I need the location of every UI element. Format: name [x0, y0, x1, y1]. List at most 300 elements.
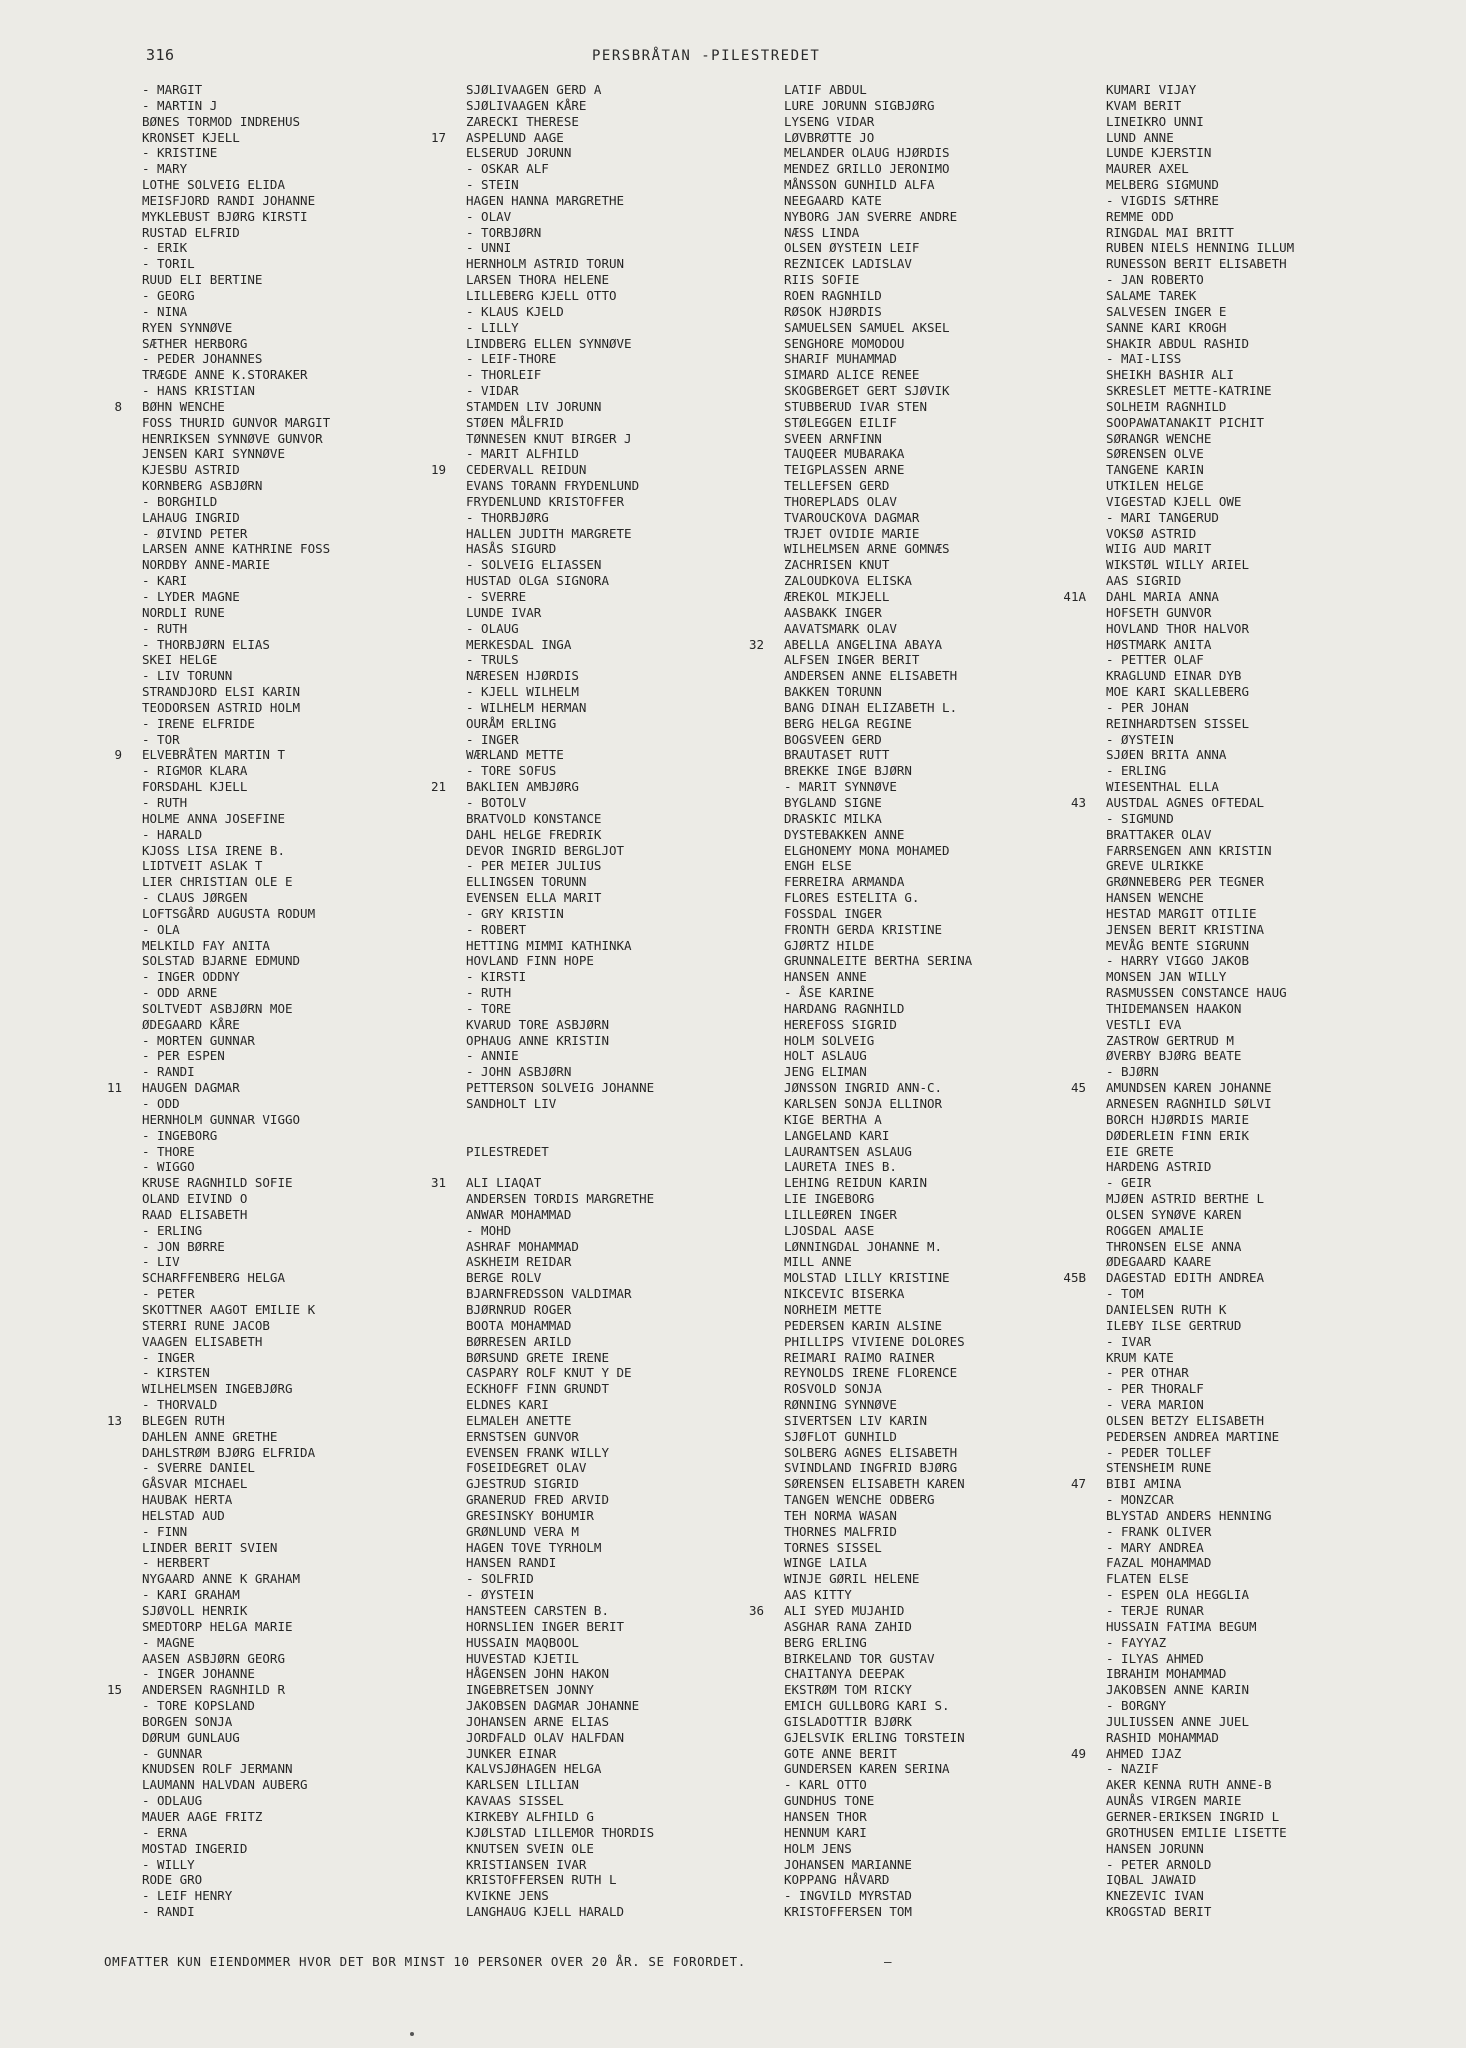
list-item: [738, 225, 1068, 241]
resident-name: NÆRESEN HJØRDIS: [466, 668, 579, 684]
resident-name: WÆRLAND METTE: [466, 747, 564, 763]
page-number: 316: [146, 46, 175, 64]
list-item: [420, 1223, 750, 1239]
resident-name: - LEIF-THORE: [466, 351, 557, 367]
list-item: [96, 82, 426, 98]
resident-name: - KRISTINE: [142, 145, 218, 161]
list-item: [1060, 716, 1390, 732]
list-item: [738, 193, 1068, 209]
list-item: [738, 1857, 1068, 1873]
list-item: [738, 763, 1068, 779]
resident-name: RIIS SOFIE: [784, 272, 860, 288]
list-item: [420, 288, 750, 304]
resident-name: LIER CHRISTIAN OLE E: [142, 874, 293, 890]
list-item: [96, 1223, 426, 1239]
list-item: [420, 1619, 750, 1635]
list-item: [1060, 1698, 1390, 1714]
resident-name: OLSEN BETZY ELISABETH: [1106, 1412, 1265, 1428]
list-item: [1060, 1476, 1390, 1492]
resident-name: SALVESEN INGER E: [1106, 303, 1227, 319]
resident-name: HUSSAIN MAQBOOL: [466, 1634, 579, 1650]
resident-name: - FRANK OLIVER: [1106, 1523, 1212, 1539]
resident-name: - WILHELM HERMAN: [466, 699, 587, 715]
house-number: 8: [114, 398, 122, 414]
list-item: [96, 510, 426, 526]
list-item: [738, 1635, 1068, 1651]
list-item: [1060, 1159, 1390, 1175]
resident-name: - IRENE ELFRIDE: [142, 715, 255, 731]
list-item: [420, 209, 750, 225]
resident-name: - BJØRN: [1106, 1064, 1159, 1080]
list-item: [1060, 1888, 1390, 1904]
list-item: [1060, 1302, 1390, 1318]
list-item: [738, 1175, 1068, 1191]
resident-name: DRASKIC MILKA: [784, 810, 882, 826]
resident-name: RASHID MOHAMMAD: [1106, 1729, 1219, 1745]
resident-name: MEISFJORD RANDI JOHANNE: [142, 192, 316, 208]
resident-name: HUVESTAD KJETIL: [466, 1650, 579, 1666]
list-item: [420, 1793, 750, 1809]
resident-name: - OLAUG: [466, 620, 519, 636]
list-item: [420, 1365, 750, 1381]
resident-name: GUNDHUS TONE: [784, 1793, 875, 1809]
resident-name: - THORBJØRG: [466, 509, 549, 525]
list-item: [1060, 1286, 1390, 1302]
list-item: [738, 1128, 1068, 1144]
resident-name: - PER THORALF: [1106, 1381, 1204, 1397]
list-item: [1060, 1540, 1390, 1556]
resident-name: - GUNNAR: [142, 1745, 203, 1761]
resident-name: HESTAD MARGIT OTILIE: [1106, 905, 1257, 921]
resident-name: WILHELMSEN ARNE GOMNÆS: [784, 541, 950, 557]
list-item: [1060, 1809, 1390, 1825]
resident-name: SVEEN ARNFINN: [784, 430, 882, 446]
list-item: [1060, 890, 1390, 906]
resident-name: - MARGIT: [142, 82, 203, 97]
resident-name: RØNNING SYNNØVE: [784, 1397, 897, 1413]
resident-name: REZNICEK LADISLAV: [784, 256, 912, 272]
footer-mark: –: [884, 1954, 892, 1969]
resident-name: BRATVOLD KONSTANCE: [466, 810, 602, 826]
resident-name: - ANNIE: [466, 1048, 519, 1064]
list-item: [420, 858, 750, 874]
resident-name: STØEN MÅLFRID: [466, 414, 564, 430]
resident-name: JENSEN BERIT KRISTINA: [1106, 921, 1265, 937]
list-item: [420, 557, 750, 573]
list-item: [1060, 1365, 1390, 1381]
list-item: [738, 1524, 1068, 1540]
list-item: [420, 304, 750, 320]
list-item: [420, 953, 750, 969]
list-item: [738, 336, 1068, 352]
list-item: [1060, 494, 1390, 510]
list-item: [96, 494, 426, 510]
resident-name: - RUTH: [142, 620, 188, 636]
list-item: [1060, 240, 1390, 256]
resident-name: GRØNLUND VERA M: [466, 1523, 579, 1539]
resident-name: SHAKIR ABDUL RASHID: [1106, 335, 1249, 351]
list-item: [96, 922, 426, 938]
resident-name: SKOGBERGET GERT SJØVIK: [784, 383, 950, 399]
list-item: [420, 98, 750, 114]
resident-name: SOLTVEDT ASBJØRN MOE: [142, 1000, 293, 1016]
house-number: 36: [748, 1603, 764, 1618]
list-item: [1060, 288, 1390, 304]
list-item: [1060, 922, 1390, 938]
list-item: [96, 272, 426, 288]
resident-name: KROGSTAD BERIT: [1106, 1904, 1212, 1920]
list-item: [738, 1460, 1068, 1476]
resident-name: ANDERSEN RAGNHILD R: [142, 1682, 285, 1698]
resident-name: - PETTER OLAF: [1106, 652, 1204, 668]
list-item: [420, 938, 750, 954]
resident-name: LILLEBERG KJELL OTTO: [466, 287, 617, 303]
list-item: [738, 526, 1068, 542]
list-item: [738, 1445, 1068, 1461]
list-item: [420, 1064, 750, 1080]
list-item: [1060, 1571, 1390, 1587]
list-item: [420, 1239, 750, 1255]
resident-name: KAVAAS SISSEL: [466, 1793, 564, 1809]
resident-name: KVIKNE JENS: [466, 1888, 549, 1904]
list-item: [96, 462, 426, 478]
list-item: [420, 890, 750, 906]
resident-name: - WILLY: [142, 1856, 195, 1872]
resident-name: - INGVILD MYRSTAD: [784, 1888, 912, 1904]
resident-name: OLSEN ØYSTEIN LEIF: [784, 240, 920, 256]
list-item: [420, 843, 750, 859]
column-1: [96, 82, 426, 1920]
list-item: [1060, 795, 1390, 811]
list-item: [96, 1429, 426, 1445]
list-item: [738, 732, 1068, 748]
list-item: [738, 922, 1068, 938]
list-item: [420, 526, 750, 542]
list-item: [420, 240, 750, 256]
list-item: [96, 177, 426, 193]
list-item: [1060, 1793, 1390, 1809]
resident-name: SØRENSEN ELISABETH KAREN: [784, 1476, 965, 1492]
list-item: [1060, 1761, 1390, 1777]
resident-name: GREVE ULRIKKE: [1106, 858, 1204, 874]
list-item: [1060, 1112, 1390, 1128]
list-item: [1060, 779, 1390, 795]
resident-name: KRUM KATE: [1106, 1349, 1174, 1365]
resident-name: NORDBY ANNE-MARIE: [142, 557, 270, 573]
resident-name: KRAGLUND EINAR DYB: [1106, 668, 1242, 684]
resident-name: - ODD ARNE: [142, 985, 218, 1001]
list-item: [738, 1096, 1068, 1112]
resident-name: TEIGPLASSEN ARNE: [784, 462, 905, 478]
resident-name: ØVERBY BJØRG BEATE: [1106, 1048, 1242, 1064]
resident-name: KUMARI VIJAY: [1106, 82, 1197, 97]
resident-name: - BOTOLV: [466, 794, 527, 810]
list-item: [738, 240, 1068, 256]
resident-name: MILL ANNE: [784, 1254, 852, 1270]
resident-name: ÆREKOL MIKJELL: [784, 589, 890, 604]
resident-name: BRAUTASET RUTT: [784, 747, 890, 763]
list-item: [96, 1904, 426, 1920]
resident-name: LILLEØREN INGER: [784, 1206, 897, 1222]
list-item: [96, 1825, 426, 1841]
list-item: [1060, 304, 1390, 320]
resident-name: ERNSTSEN GUNVOR: [466, 1428, 579, 1444]
list-item: [738, 716, 1068, 732]
list-item: [96, 225, 426, 241]
list-item: [420, 256, 750, 272]
list-item: [420, 732, 750, 748]
list-item: [738, 1001, 1068, 1017]
resident-name: BORGEN SONJA: [142, 1713, 233, 1729]
resident-name: DØRUM GUNLAUG: [142, 1729, 240, 1745]
resident-name: HARDANG RAGNHILD: [784, 1000, 905, 1016]
resident-name: - BORGNY: [1106, 1698, 1167, 1714]
resident-name: TANGENE KARIN: [1106, 462, 1204, 478]
list-item: [96, 1587, 426, 1603]
list-item: [738, 478, 1068, 494]
resident-name: STERRI RUNE JACOB: [142, 1317, 270, 1333]
list-item: [420, 1033, 750, 1049]
resident-name: FOSSDAL INGER: [784, 905, 882, 921]
list-item: [96, 1001, 426, 1017]
list-item: [738, 1033, 1068, 1049]
list-item: [420, 225, 750, 241]
list-item: [420, 700, 750, 716]
list-item: [1060, 1128, 1390, 1144]
resident-name: UTKILEN HELGE: [1106, 478, 1204, 494]
house-number: 21: [430, 779, 446, 795]
list-item: [420, 1635, 750, 1651]
list-item: [1060, 1651, 1390, 1667]
list-item: [96, 700, 426, 716]
list-item: [738, 1682, 1068, 1698]
resident-name: ROSVOLD SONJA: [784, 1381, 882, 1397]
list-item: [1060, 1350, 1390, 1366]
list-item: [738, 1223, 1068, 1239]
resident-name: LIDTVEIT ASLAK T: [142, 858, 263, 874]
list-item: [738, 858, 1068, 874]
list-item: [1060, 1397, 1390, 1413]
list-item: [96, 1872, 426, 1888]
list-item: [1060, 1555, 1390, 1571]
list-item: [96, 1080, 426, 1096]
resident-name: ELSERUD JORUNN: [466, 145, 572, 161]
resident-name: PEDERSEN ANDREA MARTINE: [1106, 1428, 1280, 1444]
column-3: [738, 82, 1068, 1920]
list-item: [420, 1048, 750, 1064]
column-2: [420, 82, 750, 1920]
resident-name: LINDBERG ELLEN SYNNØVE: [466, 335, 632, 351]
resident-name: - VIDAR: [466, 383, 519, 399]
list-item: [96, 240, 426, 256]
list-item: [420, 1001, 750, 1017]
list-item: [1060, 98, 1390, 114]
list-item: [96, 1888, 426, 1904]
list-item: [738, 795, 1068, 811]
resident-name: - MARI TANGERUD: [1106, 509, 1219, 525]
resident-name: KJØLSTAD LILLEMOR THORDIS: [466, 1824, 655, 1840]
list-item: [420, 1207, 750, 1223]
list-item: [738, 304, 1068, 320]
resident-name: ZARECKI THERESE: [466, 113, 579, 129]
list-item: [1060, 383, 1390, 399]
list-item: [1060, 1413, 1390, 1429]
list-item: [96, 1730, 426, 1746]
resident-name: SØRANGR WENCHE: [1106, 430, 1212, 446]
resident-name: HANSEN JORUNN: [1106, 1840, 1204, 1856]
resident-name: SHARIF MUHAMMAD: [784, 351, 897, 367]
resident-name: AASEN ASBJØRN GEORG: [142, 1650, 285, 1666]
list-item: [96, 446, 426, 462]
resident-name: HØSTMARK ANITA: [1106, 636, 1212, 652]
resident-name: CEDERVALL REIDUN: [466, 462, 587, 478]
resident-name: MELANDER OLAUG HJØRDIS: [784, 145, 950, 161]
list-item: [1060, 1730, 1390, 1746]
list-item: [96, 716, 426, 732]
resident-name: - TERJE RUNAR: [1106, 1603, 1204, 1618]
list-item: [96, 1128, 426, 1144]
list-item: [420, 1334, 750, 1350]
list-item: [1060, 510, 1390, 526]
resident-name: BERG ERLING: [784, 1634, 867, 1650]
resident-name: THIDEMANSEN HAAKON: [1106, 1000, 1242, 1016]
list-item: [738, 1793, 1068, 1809]
list-item: [420, 716, 750, 732]
list-item: [738, 1318, 1068, 1334]
resident-name: ASHRAF MOHAMMAD: [466, 1238, 579, 1254]
house-number: 47: [1070, 1476, 1086, 1492]
resident-name: DAHL HELGE FREDRIK: [466, 826, 602, 842]
resident-name: HANSEN WENCHE: [1106, 890, 1204, 906]
resident-name: GUNDERSEN KAREN SERINA: [784, 1761, 950, 1777]
list-item: [420, 906, 750, 922]
resident-name: - TORBJØRN: [466, 224, 542, 240]
list-item: [1060, 1746, 1390, 1762]
resident-name: AUNÅS VIRGEN MARIE: [1106, 1793, 1242, 1809]
resident-name: TAUQEER MUBARAKA: [784, 446, 905, 462]
list-item: [738, 557, 1068, 573]
resident-name: KORNBERG ASBJØRN: [142, 478, 263, 494]
resident-name: - INGER: [466, 731, 519, 747]
list-item: [1060, 1001, 1390, 1017]
list-item: [738, 779, 1068, 795]
list-item: [738, 652, 1068, 668]
list-item: [96, 1413, 426, 1429]
resident-name: SHEIKH BASHIR ALI: [1106, 367, 1234, 383]
resident-name: - ESPEN OLA HEGGLIA: [1106, 1587, 1249, 1603]
resident-name: SENGHORE MOMODOU: [784, 335, 905, 351]
list-item: [1060, 589, 1390, 605]
resident-name: LØNNINGDAL JOHANNE M.: [784, 1238, 943, 1254]
list-item: [738, 383, 1068, 399]
resident-name: BLYSTAD ANDERS HENNING: [1106, 1507, 1272, 1523]
resident-name: MOLSTAD LILLY KRISTINE: [784, 1270, 950, 1286]
list-item: [738, 145, 1068, 161]
list-item: [1060, 1872, 1390, 1888]
resident-name: HASÅS SIGURD: [466, 541, 557, 557]
resident-name: KRISTOFFERSEN TOM: [784, 1904, 912, 1920]
resident-name: ALFSEN INGER BERIT: [784, 652, 920, 668]
list-item: [738, 1064, 1068, 1080]
resident-name: ALI LIAQAT: [466, 1175, 542, 1191]
list-item: [96, 1239, 426, 1255]
list-item: [96, 98, 426, 114]
resident-name: - KARI GRAHAM: [142, 1587, 240, 1603]
list-item: [420, 446, 750, 462]
resident-name: REINHARDTSEN SISSEL: [1106, 715, 1249, 731]
resident-name: - RUTH: [142, 794, 188, 810]
resident-name: - LIV: [142, 1254, 180, 1270]
list-item: [420, 1445, 750, 1461]
list-item: [420, 130, 750, 146]
resident-name: HÅGENSEN JOHN HAKON: [466, 1666, 609, 1682]
list-item: [420, 541, 750, 557]
footer-note: OMFATTER KUN EIENDOMMER HVOR DET BOR MINST 10 PERSONER OVER 20 ÅR. SE FORORDET.: [104, 1954, 746, 1969]
resident-name: ARNESEN RAGNHILD SØLVI: [1106, 1096, 1272, 1111]
resident-name: CASPARY ROLF KNUT Y DE: [466, 1365, 632, 1381]
resident-name: - MONZCAR: [1106, 1492, 1174, 1508]
resident-name: BLEGEN RUTH: [142, 1412, 225, 1428]
list-item: [738, 98, 1068, 114]
list-item: [420, 621, 750, 637]
resident-name: - RANDI: [142, 1064, 195, 1080]
list-item: [420, 827, 750, 843]
list-item: [1060, 1825, 1390, 1841]
list-item: [1060, 1524, 1390, 1540]
list-item: [1060, 1460, 1390, 1476]
list-item: [96, 684, 426, 700]
list-item: [420, 478, 750, 494]
list-item: [96, 1476, 426, 1492]
resident-name: HELSTAD AUD: [142, 1507, 225, 1523]
resident-name: VESTLI EVA: [1106, 1016, 1182, 1032]
list-item: [1060, 557, 1390, 573]
resident-name: - KARI: [142, 573, 188, 589]
resident-name: HOLME ANNA JOSEFINE: [142, 810, 285, 826]
resident-name: - TRULS: [466, 652, 519, 668]
resident-name: - ERIK: [142, 240, 188, 256]
resident-name: HUSSAIN FATIMA BEGUM: [1106, 1618, 1257, 1634]
list-item: [420, 684, 750, 700]
resident-name: LEHING REIDUN KARIN: [784, 1175, 927, 1191]
resident-name: - ROBERT: [466, 921, 527, 937]
resident-name: - HARALD: [142, 826, 203, 842]
list-item: [1060, 478, 1390, 494]
resident-name: BJARNFREDSSON VALDIMAR: [466, 1286, 632, 1302]
list-item: [1060, 874, 1390, 890]
resident-name: SANDHOLT LIV: [466, 1096, 557, 1111]
list-item: [1060, 1254, 1390, 1270]
list-item: [1060, 1017, 1390, 1033]
list-item: [96, 161, 426, 177]
list-item: [1060, 1714, 1390, 1730]
list-item: [738, 605, 1068, 621]
list-item: [96, 557, 426, 573]
resident-name: - INGEBORG: [142, 1127, 218, 1143]
resident-name: BIRKELAND TOR GUSTAV: [784, 1650, 935, 1666]
resident-name: LAHAUG INGRID: [142, 509, 240, 525]
list-item: [738, 82, 1068, 98]
resident-name: BERGE ROLV: [466, 1270, 542, 1286]
list-item: [738, 1904, 1068, 1920]
house-number: 15: [106, 1682, 122, 1698]
list-item: [96, 1318, 426, 1334]
resident-name: - WIGGO: [142, 1159, 195, 1175]
resident-name: LATIF ABDUL: [784, 82, 867, 97]
list-item: [738, 1112, 1068, 1128]
resident-name: - PER OTHAR: [1106, 1365, 1189, 1381]
resident-name: - HARRY VIGGO JAKOB: [1106, 953, 1249, 969]
